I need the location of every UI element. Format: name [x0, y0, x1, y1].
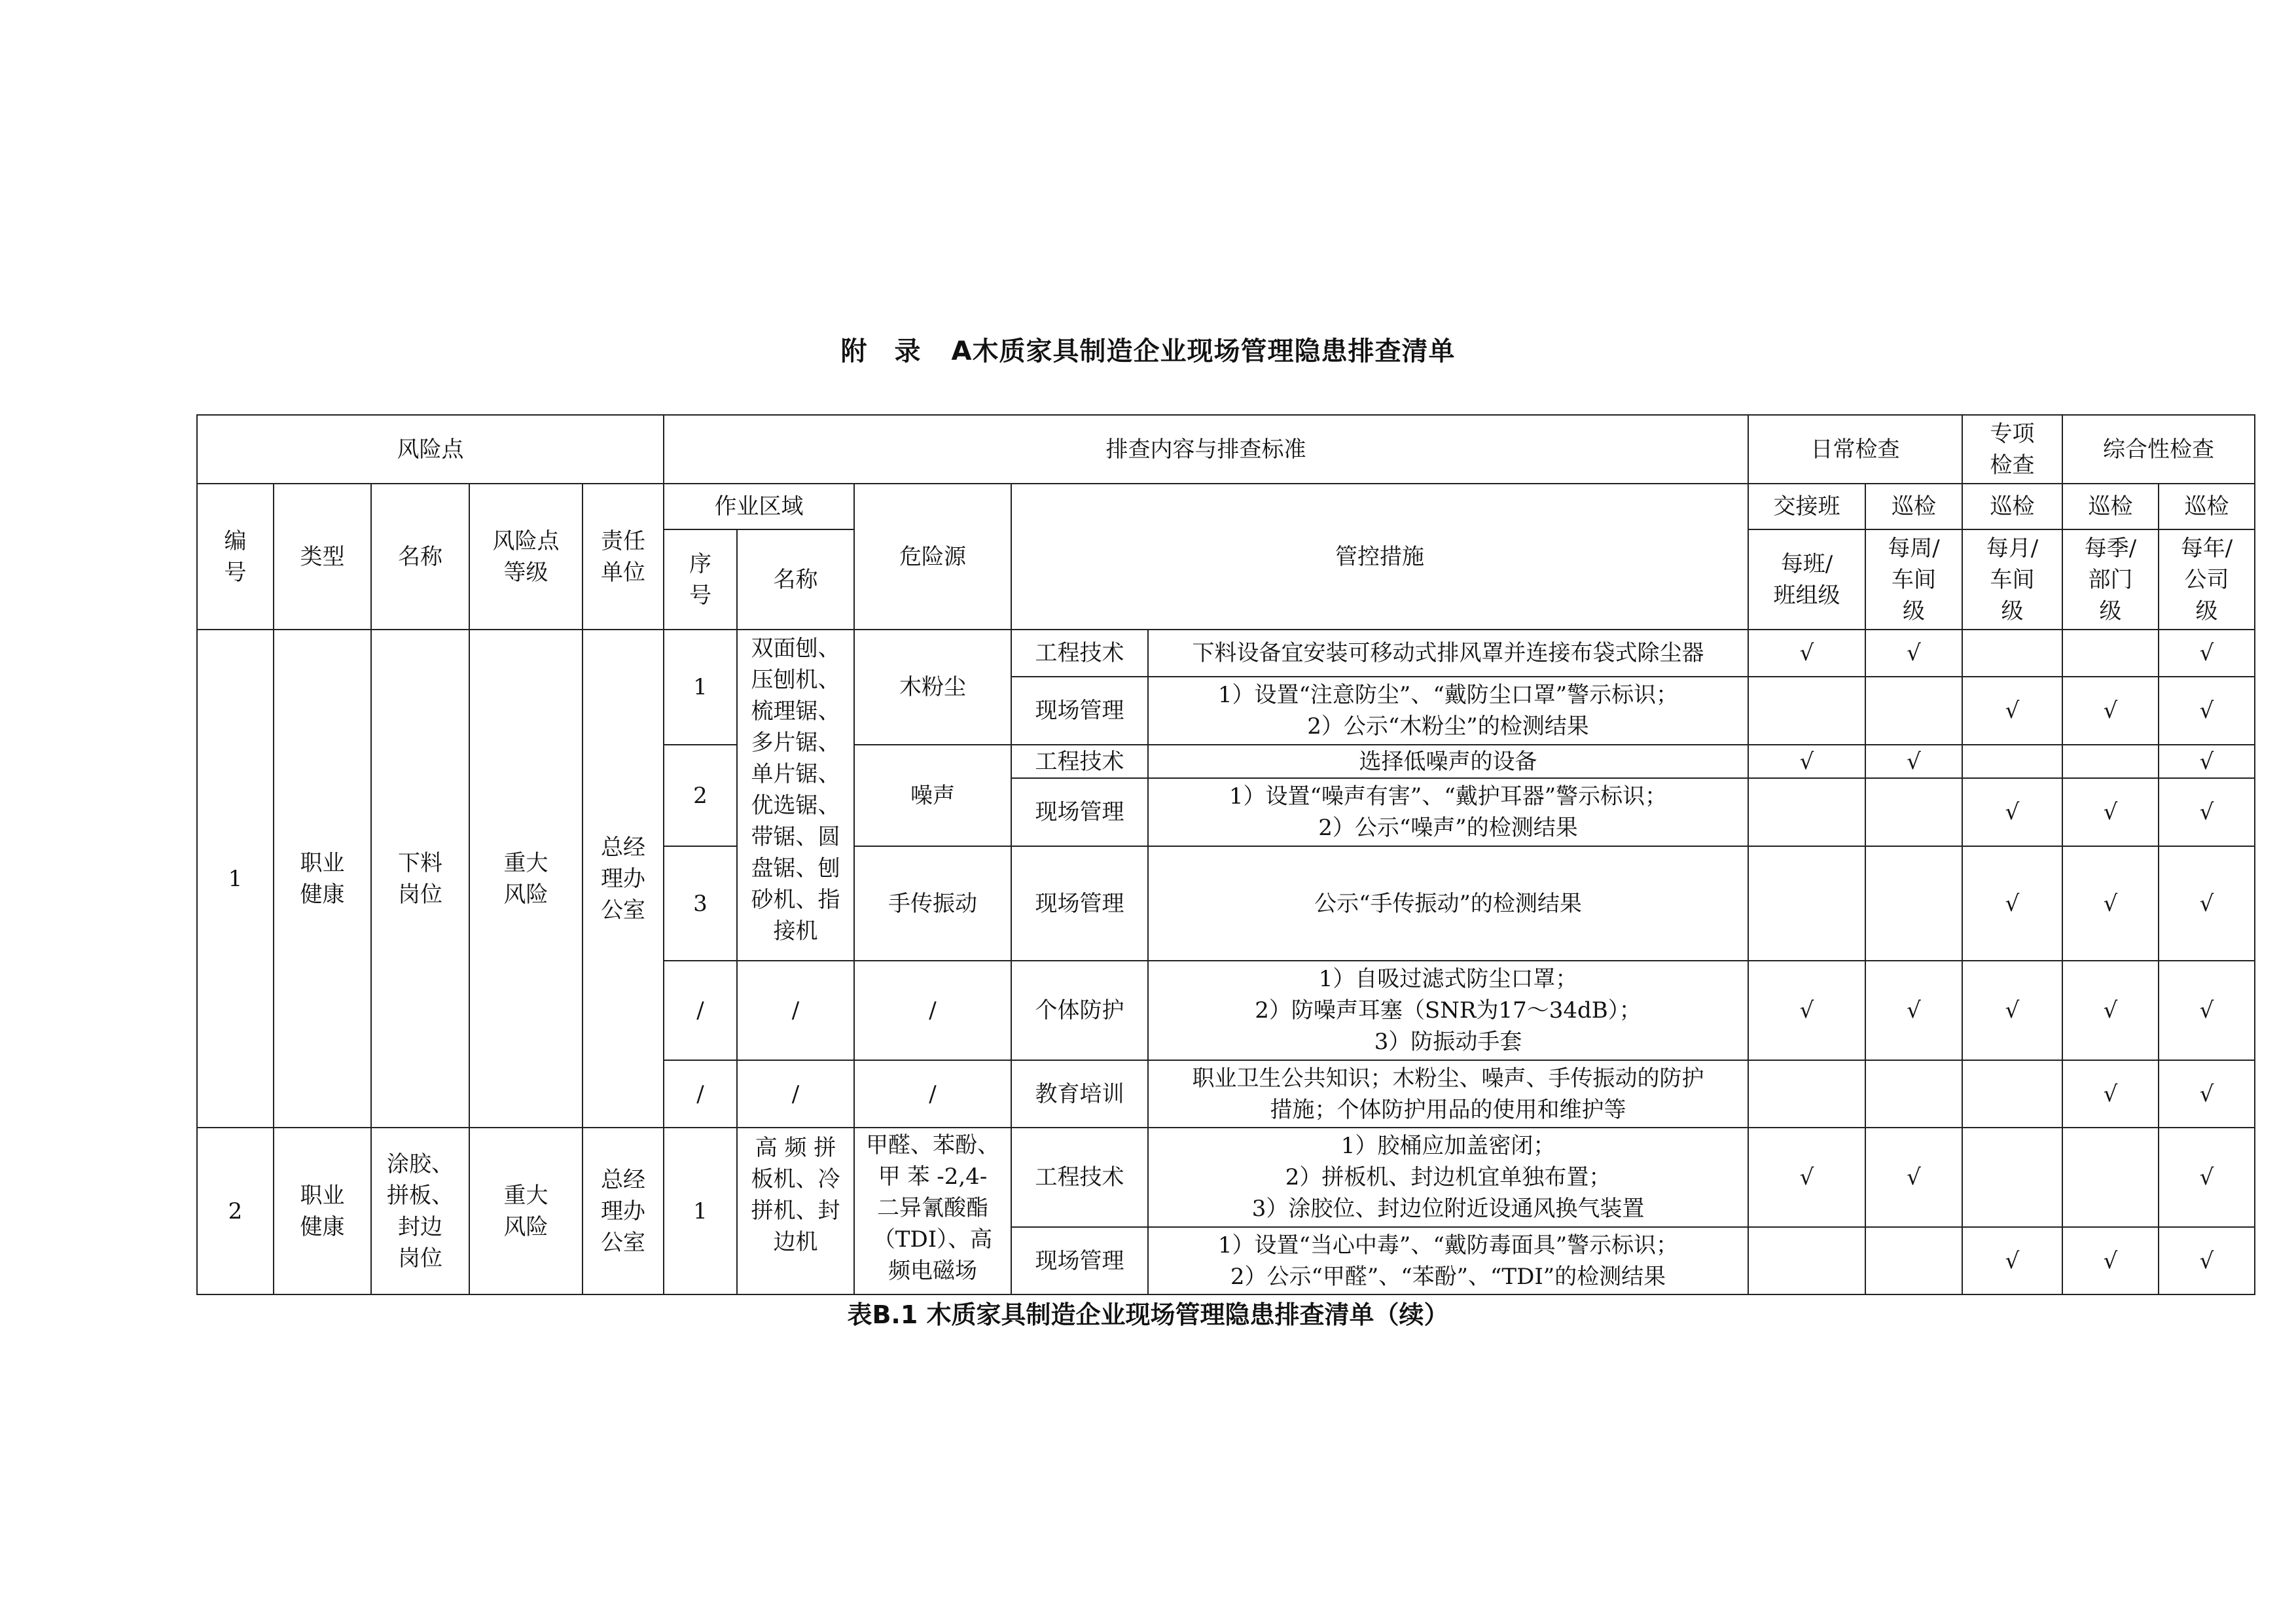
- row2-level: 重大 风险: [469, 1128, 583, 1294]
- header-freq-week: 每周/ 车间 级: [1865, 529, 1962, 630]
- header-work-area: 作业区域: [664, 484, 854, 529]
- checklist-table: [196, 414, 2255, 1295]
- slash-cell: /: [664, 1060, 737, 1128]
- table-row: [197, 1128, 2255, 1227]
- header-name: 名称: [371, 484, 469, 630]
- header-seq: 序 号: [664, 529, 737, 630]
- header-content: 排查内容与排查标准: [664, 415, 1748, 484]
- row1-measure-5: 职业卫生公共知识；木粉尘、噪声、手传振动的防护 措施；个体防护用品的使用和维护等: [1148, 1060, 1748, 1128]
- header-shift: 交接班: [1748, 484, 1865, 529]
- check-mark: √: [1865, 630, 1962, 677]
- slash-cell: /: [854, 1060, 1011, 1128]
- row1-cat-site-1: 现场管理: [1011, 677, 1148, 745]
- check-mark: √: [1748, 745, 1865, 778]
- check-mark: √: [1962, 778, 2062, 846]
- row1-unit: 总经 理办 公室: [583, 630, 664, 1128]
- header-no: 编 号: [197, 484, 274, 630]
- row1-measure-2b: 1）设置“噪声有害”、“戴护耳器”警示标识； 2）公示“噪声”的检测结果: [1148, 778, 1748, 846]
- check-mark: √: [2159, 1060, 2255, 1128]
- header-daily: 日常检查: [1748, 415, 1962, 484]
- check-mark: √: [2062, 961, 2159, 1060]
- slash-cell: /: [737, 961, 854, 1060]
- row1-area-name: 双面刨、 压刨机、 梳理锯、 多片锯、 单片锯、 优选锯、 带锯、圆 盘锯、刨 砂机、指 接机: [737, 630, 854, 961]
- row1-hazard1: 木粉尘: [854, 630, 1011, 745]
- header-freq-month: 每月/ 车间 级: [1962, 529, 2062, 630]
- row1-no: 1: [197, 630, 274, 1128]
- check-mark: √: [2159, 846, 2255, 961]
- header-unit: 责任 单位: [583, 484, 664, 630]
- header-patrol-year: 巡检: [2159, 484, 2255, 529]
- header-patrol-quarter: 巡检: [2062, 484, 2159, 529]
- table-caption: 表B.1 木质家具制造企业现场管理隐患排查清单（续）: [847, 1300, 1449, 1329]
- header-freq-shift: 每班/ 班组级: [1748, 529, 1865, 630]
- row1-seq3: 3: [664, 846, 737, 961]
- slash-cell: /: [854, 961, 1011, 1060]
- check-mark: √: [2159, 778, 2255, 846]
- row1-cat-site-3: 现场管理: [1011, 846, 1148, 961]
- row1-measure-2a: 选择低噪声的设备: [1148, 745, 1748, 778]
- check-mark: √: [1865, 1128, 1962, 1227]
- header-type: 类型: [274, 484, 371, 630]
- row2-measure-2: 1）设置“当心中毒”、“戴防毒面具”警示标识； 2）公示“甲醛”、“苯酚”、“TDI”的检测结果: [1148, 1227, 1748, 1294]
- check-mark: √: [2159, 1128, 2255, 1227]
- header-patrol-week: 巡检: [1865, 484, 1962, 529]
- row1-cat-site-2: 现场管理: [1011, 778, 1148, 846]
- row1-type: 职业 健康: [274, 630, 371, 1128]
- check-mark: √: [1962, 961, 2062, 1060]
- row2-measure-1: 1）胶桶应加盖密闭； 2）拼板机、封边机宜单独布置； 3）涂胶位、封边位附近设通风换气装置: [1148, 1128, 1748, 1227]
- header-area-name: 名称: [737, 529, 854, 630]
- row1-measure-3: 公示“手传振动”的检测结果: [1148, 846, 1748, 961]
- header-freq-quarter: 每季/ 部门 级: [2062, 529, 2159, 630]
- row1-measure-4: 1）自吸过滤式防尘口罩； 2）防噪声耳塞（SNR为17～34dB）； 3）防振动手套: [1148, 961, 1748, 1060]
- slash-cell: /: [664, 961, 737, 1060]
- row1-level: 重大 风险: [469, 630, 583, 1128]
- check-mark: √: [1865, 961, 1962, 1060]
- row1-measure-1a: 下料设备宜安装可移动式排风罩并连接布袋式除尘器: [1148, 630, 1748, 677]
- check-mark: √: [2062, 778, 2159, 846]
- header-level: 风险点 等级: [469, 484, 583, 630]
- check-mark: √: [2062, 677, 2159, 745]
- row2-cat-site: 现场管理: [1011, 1227, 1148, 1294]
- check-mark: √: [1962, 677, 2062, 745]
- row1-hazard3: 手传振动: [854, 846, 1011, 961]
- check-mark: √: [2159, 745, 2255, 778]
- row2-unit: 总经 理办 公室: [583, 1128, 664, 1294]
- row1-cat-edu: 教育培训: [1011, 1060, 1148, 1128]
- row1-name: 下料 岗位: [371, 630, 469, 1128]
- row2-seq: 1: [664, 1128, 737, 1294]
- check-mark: √: [2159, 630, 2255, 677]
- row1-seq2: 2: [664, 745, 737, 846]
- table-row: [197, 630, 2255, 677]
- row2-no: 2: [197, 1128, 274, 1294]
- check-mark: √: [2159, 961, 2255, 1060]
- row2-cat-eng: 工程技术: [1011, 1128, 1148, 1227]
- row2-area-name: 高 频 拼 板机、冷 拼机、封 边机: [737, 1128, 854, 1294]
- row1-measure-1b: 1）设置“注意防尘”、“戴防尘口罩”警示标识； 2）公示“木粉尘”的检测结果: [1148, 677, 1748, 745]
- check-mark: √: [1962, 1227, 2062, 1294]
- check-mark: √: [1865, 745, 1962, 778]
- check-mark: √: [2159, 1227, 2255, 1294]
- row1-cat-ppe: 个体防护: [1011, 961, 1148, 1060]
- slash-cell: /: [737, 1060, 854, 1128]
- check-mark: √: [2159, 677, 2255, 745]
- header-patrol-month: 巡检: [1962, 484, 2062, 529]
- row2-hazard: 甲醛、苯酚、 甲 苯 -2,4- 二异氰酸酯 （TDI）、高 频电磁场: [854, 1128, 1011, 1294]
- row1-cat-eng-1: 工程技术: [1011, 630, 1148, 677]
- check-mark: √: [2062, 1060, 2159, 1128]
- check-mark: √: [1748, 961, 1865, 1060]
- header-freq-year: 每年/ 公司 级: [2159, 529, 2255, 630]
- header-row-2: [197, 484, 2255, 529]
- header-risk-point: 风险点: [197, 415, 664, 484]
- row1-hazard2: 噪声: [854, 745, 1011, 846]
- appendix-label: 附 录: [840, 336, 922, 366]
- header-comprehensive: 综合性检查: [2062, 415, 2255, 484]
- row1-cat-eng-2: 工程技术: [1011, 745, 1148, 778]
- row2-name: 涂胶、 拼板、 封边 岗位: [371, 1128, 469, 1294]
- title-text: A木质家具制造企业现场管理隐患排查清单: [951, 336, 1456, 366]
- row2-type: 职业 健康: [274, 1128, 371, 1294]
- check-mark: √: [2062, 846, 2159, 961]
- header-row-1: [197, 415, 2255, 484]
- check-mark: √: [1748, 1128, 1865, 1227]
- row1-seq1: 1: [664, 630, 737, 745]
- page-title: [0, 330, 2296, 368]
- check-mark: √: [1748, 630, 1865, 677]
- header-hazard: 危险源: [854, 484, 1011, 630]
- header-special: 专项 检查: [1962, 415, 2062, 484]
- header-measures: 管控措施: [1011, 484, 1748, 630]
- check-mark: √: [1962, 846, 2062, 961]
- check-mark: √: [2062, 1227, 2159, 1294]
